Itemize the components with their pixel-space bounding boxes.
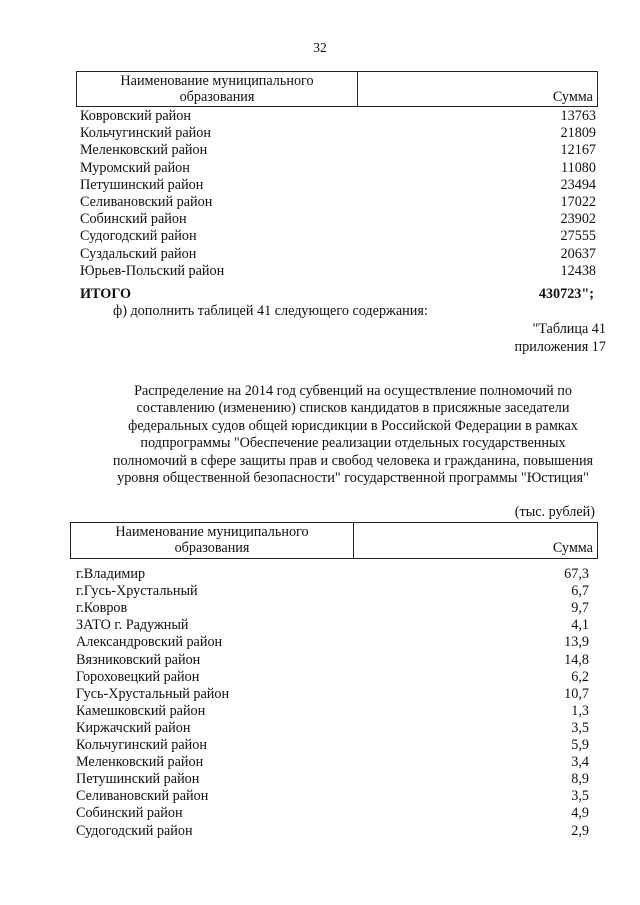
units-label: (тыс. рублей) [514, 504, 595, 520]
table-ref-line2: приложения 17 [514, 339, 606, 355]
table1-total-label: ИТОГО [80, 286, 132, 302]
table-row [76, 634, 589, 651]
row-name: г.Гусь-Хрустальный [76, 583, 198, 600]
title-line: федеральных судов общей юрисдикции в Российской Федерации в рамках [128, 417, 578, 434]
row-value: 5,9 [571, 737, 589, 753]
table-row [76, 669, 589, 686]
table-row [76, 583, 589, 600]
row-name: Киржачский район [76, 719, 191, 736]
row-name: Меленковский район [80, 142, 208, 159]
row-value: 9,7 [571, 600, 589, 617]
row-name: г.Ковров [76, 600, 128, 617]
table-row [80, 211, 596, 228]
instruction-text: ф) дополнить таблицей 41 следующего содержания: [113, 303, 428, 319]
row-name: Александровский район [76, 634, 223, 651]
table-row [80, 108, 596, 125]
title-line: подпрограммы "Обеспечение реализации отдельных государственных [140, 435, 566, 452]
table1-header-name-line2: образования [179, 89, 255, 105]
row-name: Селивановский район [80, 194, 213, 210]
row-value: 14,8 [564, 651, 589, 668]
table-row [76, 703, 589, 720]
table-row [76, 823, 589, 840]
row-value: 13,9 [564, 634, 589, 651]
table-row [76, 686, 589, 703]
title-line: составлению (изменению) списков кандидатов в присяжные заседатели [136, 400, 570, 417]
title-line: Распределение на 2014 год субвенций на осуществление полномочий по [134, 383, 572, 399]
table-row [80, 177, 596, 194]
row-value: 1,3 [571, 702, 589, 719]
table-row [76, 805, 589, 822]
row-value: 4,9 [571, 805, 589, 822]
row-name: Судогодский район [76, 822, 193, 839]
row-name: Собинский район [76, 805, 183, 822]
table-row [80, 160, 596, 177]
table2-header [70, 522, 598, 559]
table-row [80, 125, 596, 142]
row-name: Петушинский район [80, 176, 204, 193]
row-name: Камешковский район [76, 702, 206, 719]
table1-header-divider [357, 72, 358, 106]
table-row [76, 720, 589, 737]
row-name: Судогодский район [80, 228, 197, 245]
row-name: Гороховецкий район [76, 668, 200, 685]
table-row [76, 754, 589, 771]
table-row [80, 228, 596, 245]
table2-header-name-line2: образования [174, 540, 250, 556]
table-row [76, 771, 589, 788]
row-name: Ковровский район [80, 108, 191, 124]
row-value: 6,2 [571, 668, 589, 685]
row-name: Суздальский район [80, 245, 197, 262]
table-row [76, 788, 589, 805]
table2-header-divider [353, 523, 354, 558]
row-name: Кольчугинский район [80, 125, 211, 142]
row-value: 23902 [560, 211, 596, 228]
table1-total-row [80, 286, 596, 303]
table-row [76, 652, 589, 669]
table1-header-name-line1: Наименование муниципального [120, 73, 314, 89]
table2-header-sum: Сумма [552, 540, 593, 556]
row-value: 8,9 [571, 771, 589, 788]
page-number: 32 [313, 40, 327, 55]
table-row [80, 194, 596, 211]
row-value: 27555 [560, 228, 596, 245]
row-value: 11080 [561, 159, 596, 176]
table-row [80, 263, 596, 280]
section-title [86, 383, 620, 487]
row-value: 23494 [560, 176, 596, 193]
row-value: 6,7 [571, 583, 589, 600]
row-name: Селивановский район [76, 788, 209, 805]
table1-header [76, 71, 598, 107]
table2-header-name-line1: Наименование муниципального [115, 524, 309, 540]
row-value: 12167 [560, 142, 596, 159]
row-value: 3,5 [571, 788, 589, 805]
table-row [80, 142, 596, 159]
table-row [76, 617, 589, 634]
table1-header-sum: Сумма [552, 89, 593, 105]
title-line: уровня общественной безопасности" государственной программы "Юстиция" [117, 470, 589, 487]
row-name: Муромский район [80, 159, 190, 176]
table1-total-value: 430723"; [538, 286, 594, 302]
row-name: Кольчугинский район [76, 737, 207, 753]
table-row [76, 566, 589, 583]
row-value: 21809 [560, 125, 596, 142]
row-value: 3,5 [571, 719, 589, 736]
row-name: Вязниковский район [76, 651, 201, 668]
table-row [76, 737, 589, 754]
row-value: 13763 [560, 108, 596, 124]
table-row [80, 246, 596, 263]
row-value: 12438 [560, 262, 596, 279]
row-value: 67,3 [564, 566, 589, 582]
row-value: 3,4 [571, 754, 589, 771]
row-value: 20637 [560, 245, 596, 262]
row-name: Юрьев-Польский район [80, 262, 225, 279]
row-name: Гусь-Хрустальный район [76, 685, 230, 702]
table-ref-line1: "Таблица 41 [532, 321, 606, 337]
table-row [76, 600, 589, 617]
row-name: ЗАТО г. Радужный [76, 617, 189, 634]
row-name: Собинский район [80, 211, 187, 228]
row-value: 2,9 [571, 822, 589, 839]
row-value: 4,1 [571, 617, 589, 634]
title-line: полномочий в сфере защиты прав и свобод человека и гражданина, повышения [112, 452, 594, 469]
row-value: 17022 [560, 194, 596, 210]
row-name: Петушинский район [76, 771, 200, 788]
row-value: 10,7 [564, 685, 589, 702]
row-name: г.Владимир [76, 566, 146, 582]
row-name: Меленковский район [76, 754, 204, 771]
